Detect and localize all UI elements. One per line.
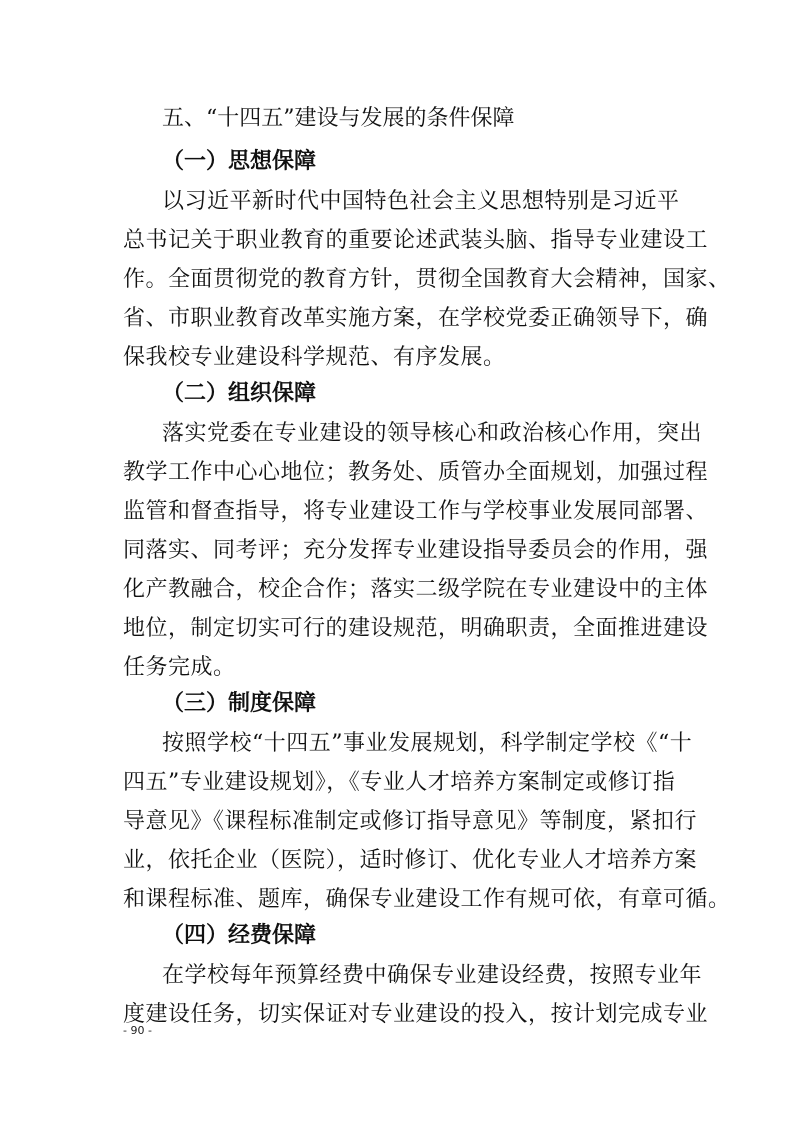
paragraph-line: 以习近平新时代中国特色社会主义思想特别是习近平 [162,189,680,214]
paragraph-line: 监管和督查指导，将专业建设工作与学校事业发展同部署、 [123,499,709,524]
paragraph-organization [123,414,709,687]
paragraph-line: 省、市职业教育改革实施方案，在学校党委正确领导下，确 [123,306,709,331]
paragraph-line: 在学校每年预算经费中确保专业建设经费，按照专业年 [162,963,703,988]
paragraph-line: 和课程标准、题库，确保专业建设工作有规可依，有章可循。 [123,887,731,912]
page-number: - 90 - [123,1024,152,1037]
paragraph-line: 四五”专业建设规划》，《专业人才培养方案制定或修订指 [123,770,676,795]
paragraph-line: 同落实、同考评；充分发挥专业建设指导委员会的作用，强 [123,538,709,563]
paragraph-line: 保我校专业建设科学规范、有序发展。 [123,345,506,370]
paragraph-line: 总书记关于职业教育的重要论述武装头脑、指导专业建设工 [123,228,709,253]
paragraph-line: 落实党委在专业建设的领导核心和政治核心作用，突出 [162,421,703,446]
subheading-funding: （四）经费保障 [162,922,317,948]
paragraph-line: 按照学校“十四五”事业发展规划，科学制定学校《“十 [162,731,693,756]
paragraph-line: 度建设任务，切实保证对专业建设的投入，按计划完成专业 [123,1002,709,1027]
paragraph-ideology [123,182,731,377]
paragraph-line: 业，依托企业（医院），适时修订、优化专业人才培养方案 [123,848,698,873]
paragraph-line: 地位，制定切实可行的建设规范，明确职责，全面推进建设 [123,616,709,641]
paragraph-line: 导意见》《课程标准制定或修订指导意见》等制度，紧扣行 [123,809,698,834]
paragraph-line: 作。全面贯彻党的教育方针，贯彻全国教育大会精神，国家、 [123,267,731,292]
subheading-organization: （二）组织保障 [162,380,317,406]
paragraph-system [123,724,731,919]
paragraph-line: 教学工作中心心地位；教务处、质管办全面规划，加强过程 [123,460,709,485]
subheading-ideology: （一）思想保障 [162,148,317,174]
paragraph-funding [123,956,709,1034]
section-title: 五、“十四五”建设与发展的条件保障 [162,106,515,131]
paragraph-line: 化产教融合，校企合作；落实二级学院在专业建设中的主体 [123,577,709,602]
subheading-system: （三）制度保障 [162,690,317,716]
paragraph-line: 任务完成。 [123,655,236,680]
